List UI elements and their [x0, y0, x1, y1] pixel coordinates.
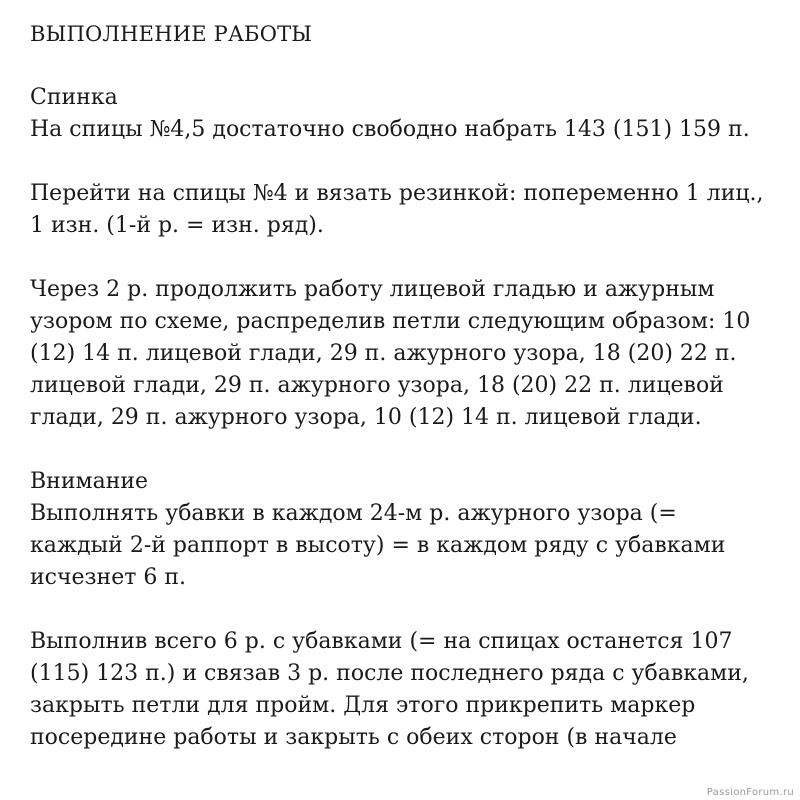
document-heading: ВЫПОЛНЕНИЕ РАБОТЫ: [30, 22, 313, 46]
watermark: PassionForum.ru: [706, 787, 794, 798]
paragraph-line: каждый 2-й раппорт в высоту) = в каждом ряду с убавками: [30, 533, 726, 558]
section-title-back: Спинка: [30, 85, 118, 110]
paragraph-line: узором по схеме, распределив петли следующим образом: 10: [30, 309, 751, 334]
spacer: [30, 434, 770, 466]
paragraph-line: закрыть петли для пройм. Для этого прикрепить маркер: [30, 693, 696, 718]
spacer: [30, 594, 770, 626]
paragraph-line: исчезнет 6 п.: [30, 565, 187, 590]
paragraph-line: лицевой глади, 29 п. ажурного узора, 18 (20) 22 п. лицевой: [30, 373, 724, 398]
paragraph-line: глади, 29 п. ажурного узора, 10 (12) 14 п. лицевой глади.: [30, 405, 702, 430]
paragraph-line: Перейти на спицы №4 и вязать резинкой: попеременно 1 лиц.,: [30, 181, 764, 206]
spacer: [30, 146, 770, 178]
paragraph-line: (115) 123 п.) и связав 3 р. после последнего ряда с убавками,: [30, 661, 749, 686]
paragraph-line: посередине работы и закрыть с обеих сторон (в начале: [30, 725, 677, 750]
paragraph-line: Выполнив всего 6 р. с убавками (= на спицах останется 107: [30, 629, 733, 654]
paragraph-line: 1 изн. (1-й р. = изн. ряд).: [30, 213, 324, 238]
paragraph-line: Через 2 р. продолжить работу лицевой гладью и ажурным: [30, 277, 715, 302]
spacer: [30, 50, 770, 82]
paragraph-line: Выполнять убавки в каждом 24-м р. ажурного узора (=: [30, 501, 677, 526]
paragraph-line: (12) 14 п. лицевой глади, 29 п. ажурного узора, 18 (20) 22 п.: [30, 341, 737, 366]
spacer: [30, 242, 770, 274]
document-page: [30, 18, 770, 754]
paragraph-line: На спицы №4,5 достаточно свободно набрать 143 (151) 159 п.: [30, 117, 750, 142]
section-title-attention: Внимание: [30, 469, 149, 494]
